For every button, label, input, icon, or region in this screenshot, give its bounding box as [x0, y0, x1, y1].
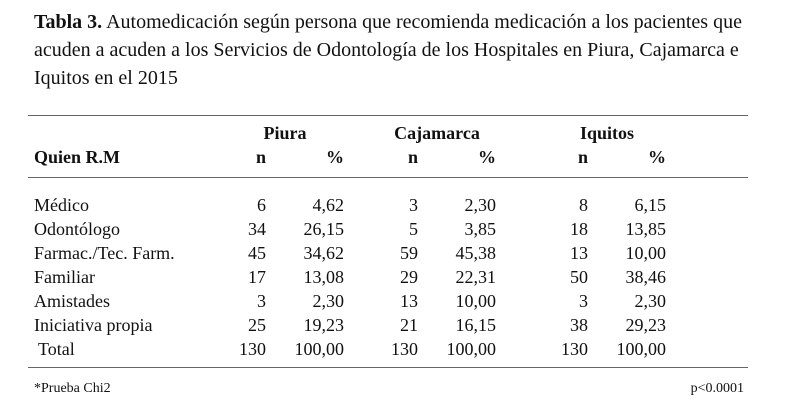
cell-pct: 13,85 [625, 219, 666, 239]
cell-pct: 26,15 [303, 219, 344, 239]
column-header-row [34, 145, 666, 169]
cell-n: 34 [248, 219, 266, 239]
cell-n: 130 [239, 339, 266, 359]
cell-pct: 3,85 [464, 219, 496, 239]
cell-n: 130 [561, 339, 588, 359]
cell-n: 25 [248, 315, 266, 335]
row-label: Amistades [34, 291, 110, 311]
col-pct: % [326, 147, 344, 167]
cell-n: 6 [257, 195, 266, 215]
cell-pct: 13,08 [303, 267, 344, 287]
row-label: Total [38, 339, 75, 359]
table-row [34, 289, 666, 313]
table-row [34, 313, 666, 337]
table-row [34, 337, 666, 361]
cell-n: 45 [248, 243, 266, 263]
cell-n: 8 [579, 195, 588, 215]
caption-label: Tabla 3. [34, 11, 103, 33]
row-label: Iniciativa propia [34, 315, 153, 335]
cell-pct: 100,00 [616, 339, 666, 359]
cell-n: 13 [570, 243, 588, 263]
cell-n: 29 [400, 267, 418, 287]
table-row [34, 217, 666, 241]
group-cajamarca: Cajamarca [394, 123, 480, 143]
cell-pct: 34,62 [303, 243, 344, 263]
col-n: n [577, 147, 588, 167]
cell-n: 21 [400, 315, 418, 335]
cell-n: 13 [400, 291, 418, 311]
cell-pct: 10,00 [625, 243, 666, 263]
footnote: *Prueba Chi2 [34, 381, 111, 396]
cell-pct: 22,31 [455, 267, 496, 287]
cell-n: 38 [570, 315, 588, 335]
table-caption [34, 8, 784, 92]
cell-pct: 2,30 [464, 195, 496, 215]
cell-pct: 16,15 [455, 315, 496, 335]
col-pct: % [478, 147, 496, 167]
p-value: p<0.0001 [690, 381, 744, 396]
col-n: n [407, 147, 418, 167]
cell-n: 130 [391, 339, 418, 359]
cell-pct: 10,00 [455, 291, 496, 311]
cell-n: 5 [409, 219, 418, 239]
row-label: Farmac./Tec. Farm. [34, 243, 175, 263]
row-label: Familiar [34, 267, 95, 287]
top-rule [28, 115, 748, 116]
cell-pct: 2,30 [634, 291, 666, 311]
group-header-row [34, 121, 666, 145]
cell-n: 59 [400, 243, 418, 263]
caption-text: Automedicación según persona que recomienda medicación a los pacientes que acuden a acuden a los Servicios de Odontología de los Hospitales en Piura, Cajamarca e Iquitos en el 2015 [34, 11, 742, 89]
row-label: Odontólogo [34, 219, 121, 239]
cell-pct: 38,46 [625, 267, 666, 287]
col-n: n [255, 147, 266, 167]
col-pct: % [648, 147, 666, 167]
cell-n: 3 [409, 195, 418, 215]
cell-n: 18 [570, 219, 588, 239]
row-label: Médico [34, 195, 89, 215]
cell-n: 3 [257, 291, 266, 311]
table-row [34, 265, 666, 289]
table-row [34, 193, 666, 217]
cell-pct: 29,23 [625, 315, 666, 335]
data-table [34, 121, 666, 361]
cell-pct: 45,38 [455, 243, 496, 263]
cell-n: 50 [570, 267, 588, 287]
cell-pct: 6,15 [634, 195, 666, 215]
row-header: Quien R.M [34, 147, 121, 167]
cell-pct: 4,62 [312, 195, 344, 215]
group-iquitos: Iquitos [579, 123, 635, 143]
cell-pct: 2,30 [312, 291, 344, 311]
cell-pct: 19,23 [303, 315, 344, 335]
cell-n: 3 [579, 291, 588, 311]
cell-n: 17 [248, 267, 266, 287]
group-piura: Piura [263, 123, 307, 143]
table-row [34, 241, 666, 265]
cell-pct: 100,00 [446, 339, 496, 359]
bottom-rule [28, 367, 748, 368]
cell-pct: 100,00 [294, 339, 344, 359]
